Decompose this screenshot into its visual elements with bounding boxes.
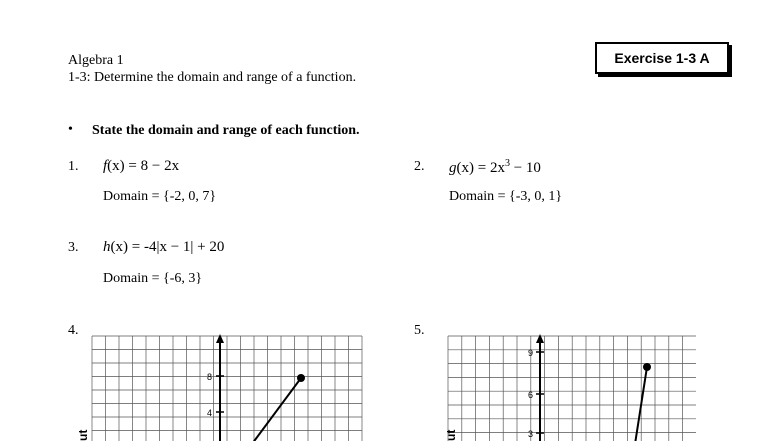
- y-tick-label-3: 3: [527, 429, 533, 439]
- problem-2-exponent: 3: [504, 158, 510, 169]
- course-title: Algebra 1: [68, 53, 124, 68]
- exercise-badge: Exercise 1-3 A: [595, 42, 729, 74]
- problem-3-domain: Domain = {-6, 3}: [103, 271, 203, 286]
- graph-segment: [252, 378, 301, 441]
- problem-2-equation: [449, 158, 541, 177]
- instruction-text: State the domain and range of each function.: [92, 123, 360, 138]
- lesson-objective: 1-3: Determine the domain and range of a function.: [68, 70, 357, 85]
- grid-lines: [448, 336, 696, 441]
- problem-4-axis-label: ut: [76, 429, 90, 441]
- y-axis-arrow: [216, 334, 224, 343]
- y-tick-label-9: 9: [527, 348, 533, 358]
- problem-number-5: 5.: [414, 323, 425, 338]
- y-tick-label-4: 4: [206, 408, 212, 418]
- function-name-h: h: [103, 239, 111, 255]
- problem-number-4: 4.: [68, 323, 79, 338]
- y-tick-label-8: 8: [206, 372, 212, 382]
- grid-lines: [92, 336, 362, 441]
- problem-3-expression: (x) = -4|x − 1| + 20: [110, 239, 225, 255]
- problem-2-expression-a: (x) = 2x: [456, 160, 505, 176]
- problem-4-graph: [92, 336, 364, 441]
- y-axis-arrow: [536, 334, 544, 343]
- y-tick-label-6: 6: [527, 390, 533, 400]
- function-name-g: g: [449, 160, 457, 176]
- problem-number-1: 1.: [68, 159, 79, 174]
- problem-1-domain: Domain = {-2, 0, 7}: [103, 189, 217, 204]
- endpoint-dot: [297, 374, 305, 382]
- problem-2-expression-b: − 10: [509, 160, 541, 176]
- problem-5-axis-label: ut: [444, 429, 458, 441]
- function-name-f: f: [103, 158, 108, 174]
- problem-3-equation: [103, 239, 224, 256]
- problem-1-expression: (x) = 8 − 2x: [107, 158, 180, 174]
- endpoint-dot: [643, 363, 651, 371]
- problem-5-graph: [448, 336, 698, 441]
- problem-number-2: 2.: [414, 159, 425, 174]
- problem-2-domain: Domain = {-3, 0, 1}: [449, 189, 563, 204]
- bullet-icon: •: [68, 122, 73, 137]
- problem-number-3: 3.: [68, 240, 79, 255]
- problem-1-equation: [103, 158, 179, 175]
